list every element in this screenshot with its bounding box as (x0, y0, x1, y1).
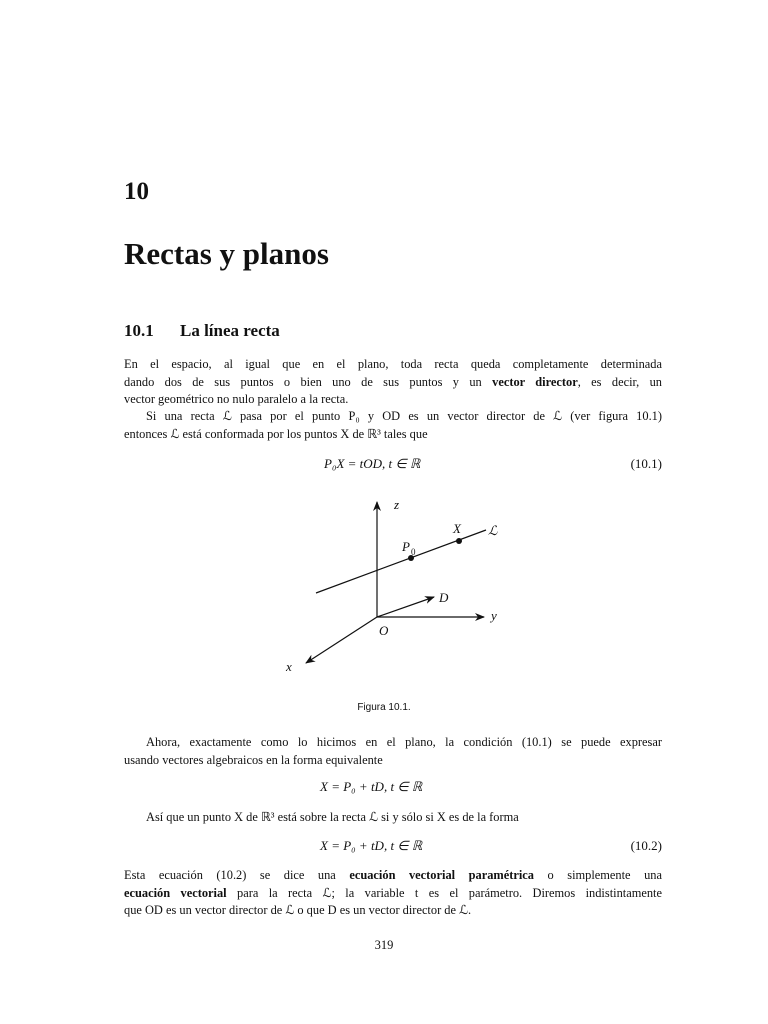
text-line: En el espacio, al igual que en el plano, toda recta queda completamente determinada (124, 357, 662, 371)
text-line: Si una recta ℒ pasa por el punto P₀ y OD es un vector director de ℒ (ver figura 10.1) (146, 409, 662, 423)
label-p: P (402, 539, 410, 554)
equation-10-2: X = P₀ + tD, t ∈ ℝ (320, 838, 423, 853)
text-line: Ahora, exactamente como lo hicimos en el plano, la condición (10.1) se puede expresar (146, 735, 662, 749)
text-line: vector geométrico no nulo paralelo a la recta. (124, 392, 349, 406)
vector-od (377, 597, 434, 617)
term-ecuacion-vectorial: ecuación vectorial (124, 885, 227, 900)
text-line: usando vectores algebraicos en la forma equivalente (124, 752, 383, 767)
section-heading (124, 321, 280, 341)
text-span: , es decir, un (577, 374, 662, 389)
equation-number-10-2: (10.2) (630, 838, 662, 853)
text-line: entonces ℒ está conformada por los puntos X de ℝ³ tales que (124, 426, 428, 441)
text-line (124, 867, 662, 885)
paragraph-ahora (124, 734, 662, 769)
equation-parametric: X = P₀ + tD, t ∈ ℝ (320, 779, 423, 794)
text-span: para la recta ℒ; la variable t es el parámetro. Diremos indistintamente (226, 885, 662, 900)
text-line (124, 374, 662, 392)
text-span: Esta ecuación (10.2) se dice una (124, 868, 350, 882)
paragraph-asi (124, 809, 662, 827)
paragraph-ecuacion (124, 867, 662, 920)
label-x-point: X (453, 521, 461, 536)
equation-number-10-1: (10.1) (630, 456, 662, 471)
equation-10-1: P₀X = tOD, t ∈ ℝ (324, 456, 421, 471)
paragraph-intro (124, 356, 662, 409)
label-y: y (491, 608, 497, 623)
paragraph-recta (124, 408, 662, 443)
term-vector-director: vector director (492, 374, 578, 389)
text-line (124, 885, 662, 903)
label-l: ℒ (488, 523, 498, 538)
figure-caption: Figura 10.1. (357, 702, 411, 713)
chapter-number: 10 (124, 178, 149, 205)
label-z: z (394, 497, 400, 512)
text-span: o simplemente una (533, 868, 662, 882)
term-ecuacion-vectorial-parametrica: ecuación vectorial paramétrica (349, 868, 534, 882)
x-axis (306, 617, 377, 663)
label-o: O (379, 623, 389, 638)
point-x (456, 538, 462, 544)
chapter-title: Rectas y planos (124, 236, 329, 271)
label-d: D (439, 590, 449, 605)
figure-10-1 (270, 490, 530, 680)
label-x: x (286, 659, 292, 674)
text-span: dando dos de sus puntos o bien uno de sus puntos y un (124, 374, 493, 389)
text-line: que OD es un vector director de ℒ o que D es un vector director de ℒ. (124, 903, 472, 917)
label-p-subscript: 0 (411, 547, 416, 557)
section-title: La línea recta (180, 321, 280, 340)
page-number: 319 (374, 938, 394, 952)
text-line: Así que un punto X de ℝ³ está sobre la recta ℒ si y sólo si X es de la forma (146, 810, 519, 824)
section-number: 10.1 (124, 321, 154, 340)
